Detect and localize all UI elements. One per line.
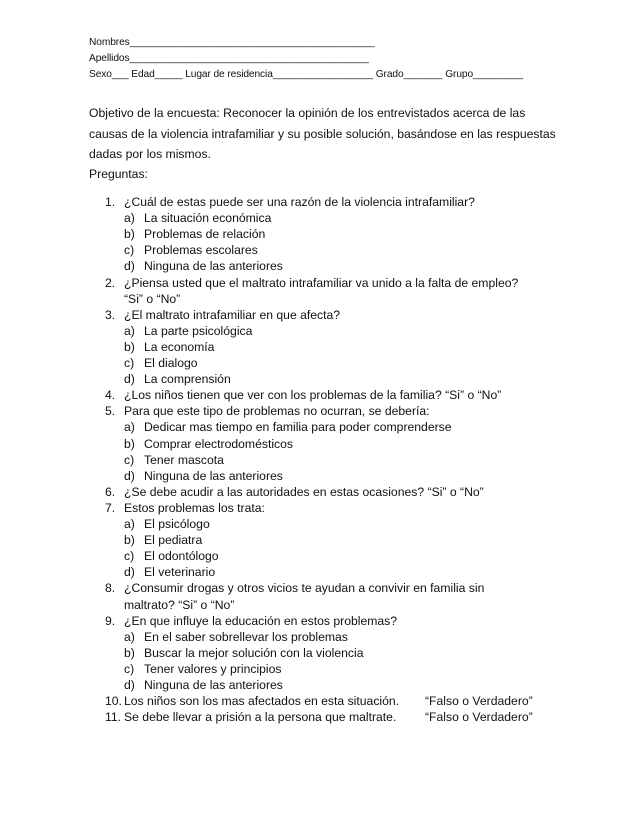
option-row — [0, 436, 638, 452]
option-row — [0, 323, 638, 339]
option-row — [0, 629, 638, 645]
question-text: Para que este tipo de problemas no ocurran, se debería: — [124, 404, 430, 419]
question-number: 5. — [105, 404, 116, 419]
question-answer-format: “Falso o Verdadero” — [425, 694, 533, 709]
question-row — [0, 194, 638, 210]
option-letter: d) — [124, 678, 135, 692]
question-text: Se debe llevar a prisión a la persona que maltrate. — [124, 710, 397, 725]
option-row — [0, 419, 638, 435]
option-row — [0, 355, 638, 371]
option-text: La comprensión — [144, 372, 231, 387]
option-text: El dialogo — [144, 356, 198, 370]
option-letter: a) — [124, 420, 135, 435]
option-letter: a) — [124, 629, 135, 644]
option-row — [0, 258, 638, 274]
question-row — [0, 307, 638, 323]
question-number: 2. — [105, 275, 116, 290]
option-text: Ninguna de las anteriores — [144, 468, 283, 483]
question-text: ¿Cuál de estas puede ser una razón de la violencia intrafamiliar? — [124, 195, 475, 209]
questions-title: Preguntas: — [89, 167, 148, 181]
option-text: La situación económica — [144, 211, 272, 226]
option-row — [0, 661, 638, 677]
option-row — [0, 226, 638, 242]
option-text: El psicólogo — [144, 517, 210, 531]
question-number: 8. — [105, 581, 116, 596]
option-text: Comprar electrodomésticos — [144, 436, 294, 451]
option-letter: d) — [124, 372, 135, 387]
option-row — [0, 532, 638, 548]
question-number: 10. — [105, 694, 122, 709]
question-row — [0, 580, 638, 596]
option-row — [0, 210, 638, 226]
question-row — [0, 275, 638, 291]
option-row — [0, 371, 638, 387]
question-continuation-text: maltrato? “Si” o “No” — [124, 597, 235, 612]
question-row — [0, 693, 638, 709]
question-number: 9. — [105, 613, 116, 628]
question-row — [0, 387, 638, 403]
question-number: 6. — [105, 484, 116, 499]
question-row — [0, 484, 638, 500]
option-row — [0, 645, 638, 661]
header-details-line: Sexo___ Edad_____ Lugar de residencia__________________ Grado_______ Grupo_________ — [89, 69, 524, 80]
option-text: En el saber sobrellevar los problemas — [144, 629, 348, 644]
option-row — [0, 548, 638, 564]
option-text: La parte psicológica — [144, 323, 253, 338]
option-letter: b) — [124, 436, 135, 451]
question-continuation — [0, 597, 638, 613]
option-row — [0, 468, 638, 484]
option-letter: b) — [124, 645, 135, 660]
question-number: 11. — [105, 710, 122, 725]
question-text: ¿En que influye la educación en estos problemas? — [124, 613, 398, 628]
option-text: El odontólogo — [144, 549, 219, 564]
option-row — [0, 677, 638, 693]
option-letter: b) — [124, 227, 135, 242]
question-text: Los niños son los mas afectados en esta situación. — [124, 694, 400, 709]
option-text: Problemas de relación — [144, 227, 266, 242]
option-row — [0, 452, 638, 468]
question-continuation — [0, 291, 638, 307]
question-text: Estos problemas los trata: — [124, 500, 265, 515]
option-row — [0, 242, 638, 258]
question-answer-format: “Falso o Verdadero” — [425, 710, 533, 725]
option-text: Ninguna de las anteriores — [144, 678, 283, 692]
option-row — [0, 564, 638, 580]
option-letter: d) — [124, 468, 135, 483]
option-letter: c) — [124, 243, 135, 258]
question-number: 4. — [105, 388, 116, 403]
option-row — [0, 516, 638, 532]
option-row — [0, 339, 638, 355]
question-number: 1. — [105, 195, 116, 209]
option-letter: b) — [124, 339, 135, 354]
header-apellidos-line: Apellidos___________________________________________ — [89, 53, 369, 64]
option-text: El pediatra — [144, 533, 203, 548]
question-row — [0, 709, 638, 725]
option-text: Problemas escolares — [144, 243, 258, 258]
question-text: ¿Se debe acudir a las autoridades en estas ocasiones? “Si” o “No” — [124, 484, 484, 499]
option-text: Buscar la mejor solución con la violencia — [144, 645, 364, 660]
option-text: Tener mascota — [144, 452, 224, 467]
header-nombres-line: Nombres____________________________________________ — [89, 37, 375, 48]
question-text: ¿Los niños tienen que ver con los problemas de la familia? “Si” o “No” — [124, 388, 502, 403]
option-letter: c) — [124, 661, 135, 676]
option-text: Ninguna de las anteriores — [144, 259, 283, 274]
option-letter: c) — [124, 549, 135, 564]
question-row — [0, 613, 638, 629]
option-letter: d) — [124, 259, 135, 274]
question-row — [0, 403, 638, 419]
question-text: ¿Piensa usted que el maltrato intrafamiliar va unido a la falta de empleo? — [124, 275, 519, 290]
question-number: 7. — [105, 500, 116, 515]
question-continuation-text: “Si” o “No” — [124, 291, 181, 306]
option-text: El veterinario — [144, 565, 216, 580]
option-letter: b) — [124, 533, 135, 548]
option-letter: d) — [124, 565, 135, 580]
survey-objective: Objetivo de la encuesta: Reconocer la opinión de los entrevistados acerca de las causas de la violencia intrafamiliar y su posible solución, basándose en las respuestas dadas por los mismos. — [89, 106, 556, 162]
option-letter: a) — [124, 211, 135, 226]
question-row — [0, 500, 638, 516]
option-letter: c) — [124, 452, 135, 467]
question-text: ¿Consumir drogas y otros vicios te ayudan a convivir en familia sin — [124, 581, 485, 596]
option-text: La economía — [144, 339, 215, 354]
option-text: Tener valores y principios — [144, 661, 282, 676]
option-letter: c) — [124, 356, 135, 370]
option-letter: a) — [124, 517, 135, 531]
question-text: ¿El maltrato intrafamiliar en que afecta? — [124, 307, 341, 322]
option-letter: a) — [124, 323, 135, 338]
question-number: 3. — [105, 307, 116, 322]
option-text: Dedicar mas tiempo en familia para poder comprenderse — [144, 420, 452, 435]
